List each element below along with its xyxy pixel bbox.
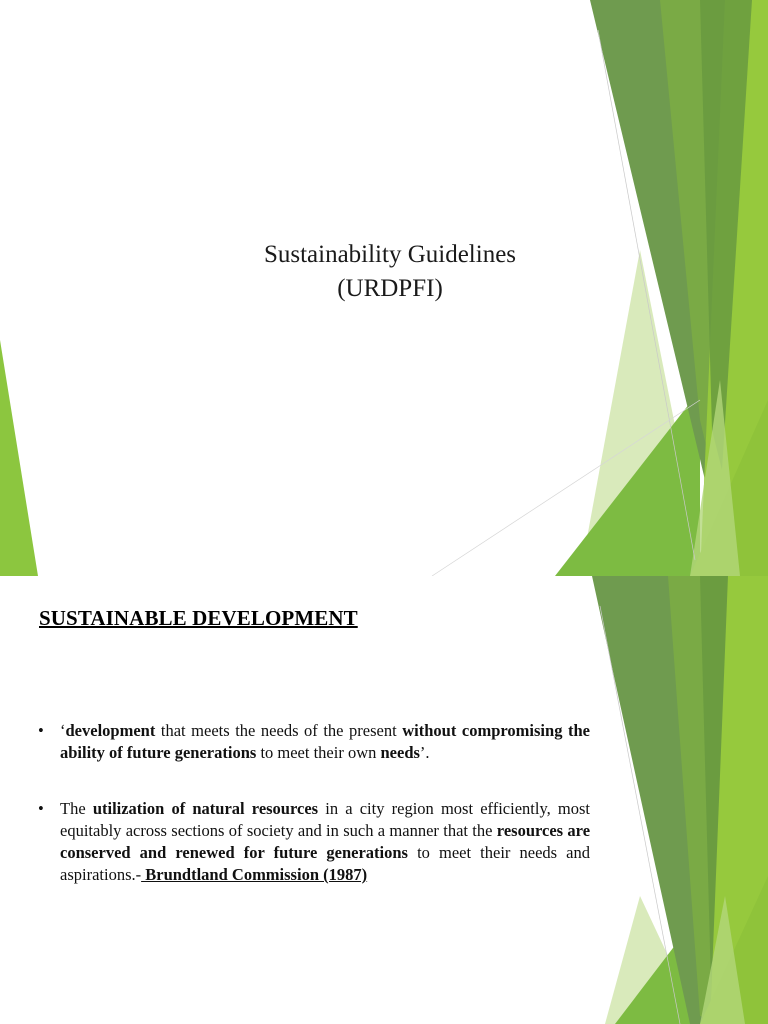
bold-phrase-without-compromising: without compromising the ability of future generations xyxy=(60,721,590,762)
bullet-text: that meets the needs of the present xyxy=(155,721,403,740)
citation-brundtland: Brundtland Commission (1987) xyxy=(141,865,368,884)
bullet-icon: • xyxy=(38,799,44,818)
bold-term-needs: needs xyxy=(380,743,420,762)
bullet-text: to meet their own xyxy=(256,743,381,762)
bold-term-development: development xyxy=(65,721,156,740)
bullet-item-definition xyxy=(38,720,590,764)
open-quote: ‘ xyxy=(60,721,66,740)
title-line-1: Sustainability Guidelines xyxy=(263,241,517,268)
bullet-text: to meet their needs and aspirations.- xyxy=(60,843,590,884)
bullet-text: The xyxy=(60,799,93,818)
bold-phrase-resources-conserved: resources are conserved and renewed for future generations xyxy=(60,821,591,862)
content-slide xyxy=(0,576,768,1024)
close-quote: ’. xyxy=(419,743,430,762)
bullet-text: in a city region most efficiently, most equitably across sections of society and in such a manner that the xyxy=(60,799,590,840)
bold-phrase-utilization: utilization of natural resources xyxy=(92,799,319,818)
bullet-item-utilization xyxy=(38,798,590,886)
bullet-icon: • xyxy=(38,721,44,740)
slide-heading: SUSTAINABLE DEVELOPMENT xyxy=(39,606,358,630)
bullet-list xyxy=(38,720,590,886)
slide-title xyxy=(190,238,590,306)
title-line-2: (URDPFI) xyxy=(337,275,443,302)
